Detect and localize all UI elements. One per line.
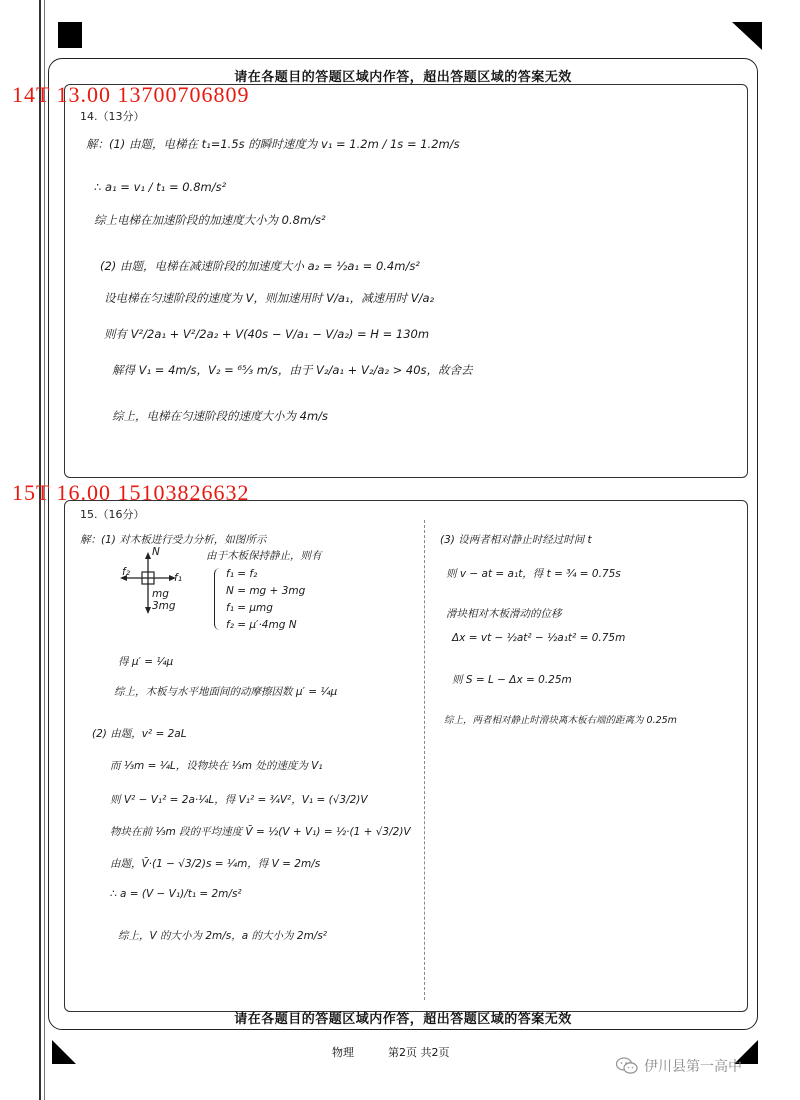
q15-left-line: f₁ = μmg [226, 602, 273, 614]
q15-right-line: (3) 设两者相对静止时经过时间 t [440, 534, 592, 546]
equation-brace [214, 568, 221, 630]
q15-column-divider [424, 520, 425, 1000]
footer-page-number: 第2页 共2页 [388, 1046, 450, 1059]
force-label-f2: f₂ [122, 566, 130, 578]
corner-mark-top-left [58, 22, 82, 48]
corner-mark-bottom-left [52, 1040, 76, 1064]
q14-line: 则有 V²/2a₁ + V²/2a₂ + V(40s − V/a₁ − V/a₂) = H = 130m [104, 327, 430, 341]
q15-left-line: 物块在前 ⅓m 段的平均速度 V̄ = ½(V + V₁) = ½·(1 + √3/2)V [110, 826, 411, 838]
q15-left-line: f₁ = f₂ [226, 568, 258, 580]
q15-left-line: 由于木板保持静止，则有 [206, 550, 322, 562]
force-label-mg: mg [152, 588, 169, 600]
q15-left-line: 而 ⅓m = ¼L，设物块在 ⅓m 处的速度为 V₁ [110, 760, 323, 772]
q14-line: 解：(1) 由题，电梯在 t₁=1.5s 的瞬时速度为 v₁ = 1.2m / 1s = 1.2m/s [86, 137, 460, 151]
q14-line: 综上，电梯在匀速阶段的速度大小为 4m/s [112, 409, 329, 423]
q15-right-line: Δx = vt − ½at² − ½a₁t² = 0.75m [452, 632, 626, 644]
corner-mark-top-right [732, 22, 762, 50]
force-label-f1: f₁ [174, 572, 182, 584]
top-banner: 请在各题目的答题区域内作答，超出答题区域的答案无效 [234, 70, 572, 85]
q15-left-line: ∴ a = (V − V₁)/t₁ = 2m/s² [110, 888, 242, 900]
q15-right-line: 综上，两者相对静止时滑块离木板右端的距离为 0.25m [444, 715, 677, 726]
q15-left-line: f₂ = μ′·4mg N [226, 619, 297, 631]
q15-left-line: (2) 由题，v² = 2aL [92, 728, 187, 740]
q14-line: 解得 V₁ = 4m/s，V₂ = ⁶⁵⁄₃ m/s，由于 V₂/a₁ + V₂/a₂ > 40s，故舍去 [112, 363, 473, 377]
wechat-watermark [616, 1056, 742, 1076]
q15-right-line: 则 S = L − Δx = 0.25m [452, 674, 572, 686]
q14-line: 综上电梯在加速阶段的加速度大小为 0.8m/s² [94, 213, 326, 227]
force-label-3mg: 3mg [152, 600, 176, 612]
q14-line: (2) 由题，电梯在减速阶段的加速度大小 a₂ = ½a₁ = 0.4m/s² [100, 259, 420, 273]
force-label-n: N [152, 546, 160, 558]
q15-left-line: 综上，木板与水平地面间的动摩擦因数 μ′ = ¼μ [114, 686, 338, 698]
footer-subject: 物理 [332, 1046, 354, 1059]
q15-right-line: 滑块相对木板滑动的位移 [446, 608, 562, 620]
q15-left-line: 综上，V 的大小为 2m/s，a 的大小为 2m/s² [118, 930, 328, 942]
q14-header: 14.（13分） [80, 110, 145, 123]
binding-line [39, 0, 41, 1100]
watermark-text: 伊川县第一高中 [644, 1059, 742, 1075]
q15-left-line: 得 μ′ = ¼μ [118, 656, 174, 668]
bottom-banner: 请在各题目的答题区域内作答，超出答题区域的答案无效 [234, 1012, 572, 1027]
q14-line: 设电梯在匀速阶段的速度为 V，则加速用时 V/a₁，减速用时 V/a₂ [104, 291, 435, 305]
q15-left-line: 由题，V̄·(1 − √3/2)s = ¼m，得 V = 2m/s [110, 858, 321, 870]
q15-score-stamp: 15T 16.00 15103826632 [12, 480, 250, 505]
q15-right-line: 则 v − at = a₁t，得 t = ³⁄₄ = 0.75s [446, 568, 621, 580]
q15-left-line: 解：(1) 对木板进行受力分析，如图所示 [80, 534, 267, 546]
q14-line: ∴ a₁ = v₁ / t₁ = 0.8m/s² [94, 180, 227, 194]
q15-left-line: 则 V² − V₁² = 2a·¼L，得 V₁² = ¾V²，V₁ = (√3/2)V [110, 794, 368, 806]
wechat-icon [616, 1057, 638, 1075]
q14-score-stamp: 14T 13.00 13700706809 [12, 82, 250, 107]
q15-left-line: N = mg + 3mg [226, 585, 306, 597]
binding-line-inner [44, 0, 45, 1100]
q15-header: 15.（16分） [80, 508, 145, 521]
